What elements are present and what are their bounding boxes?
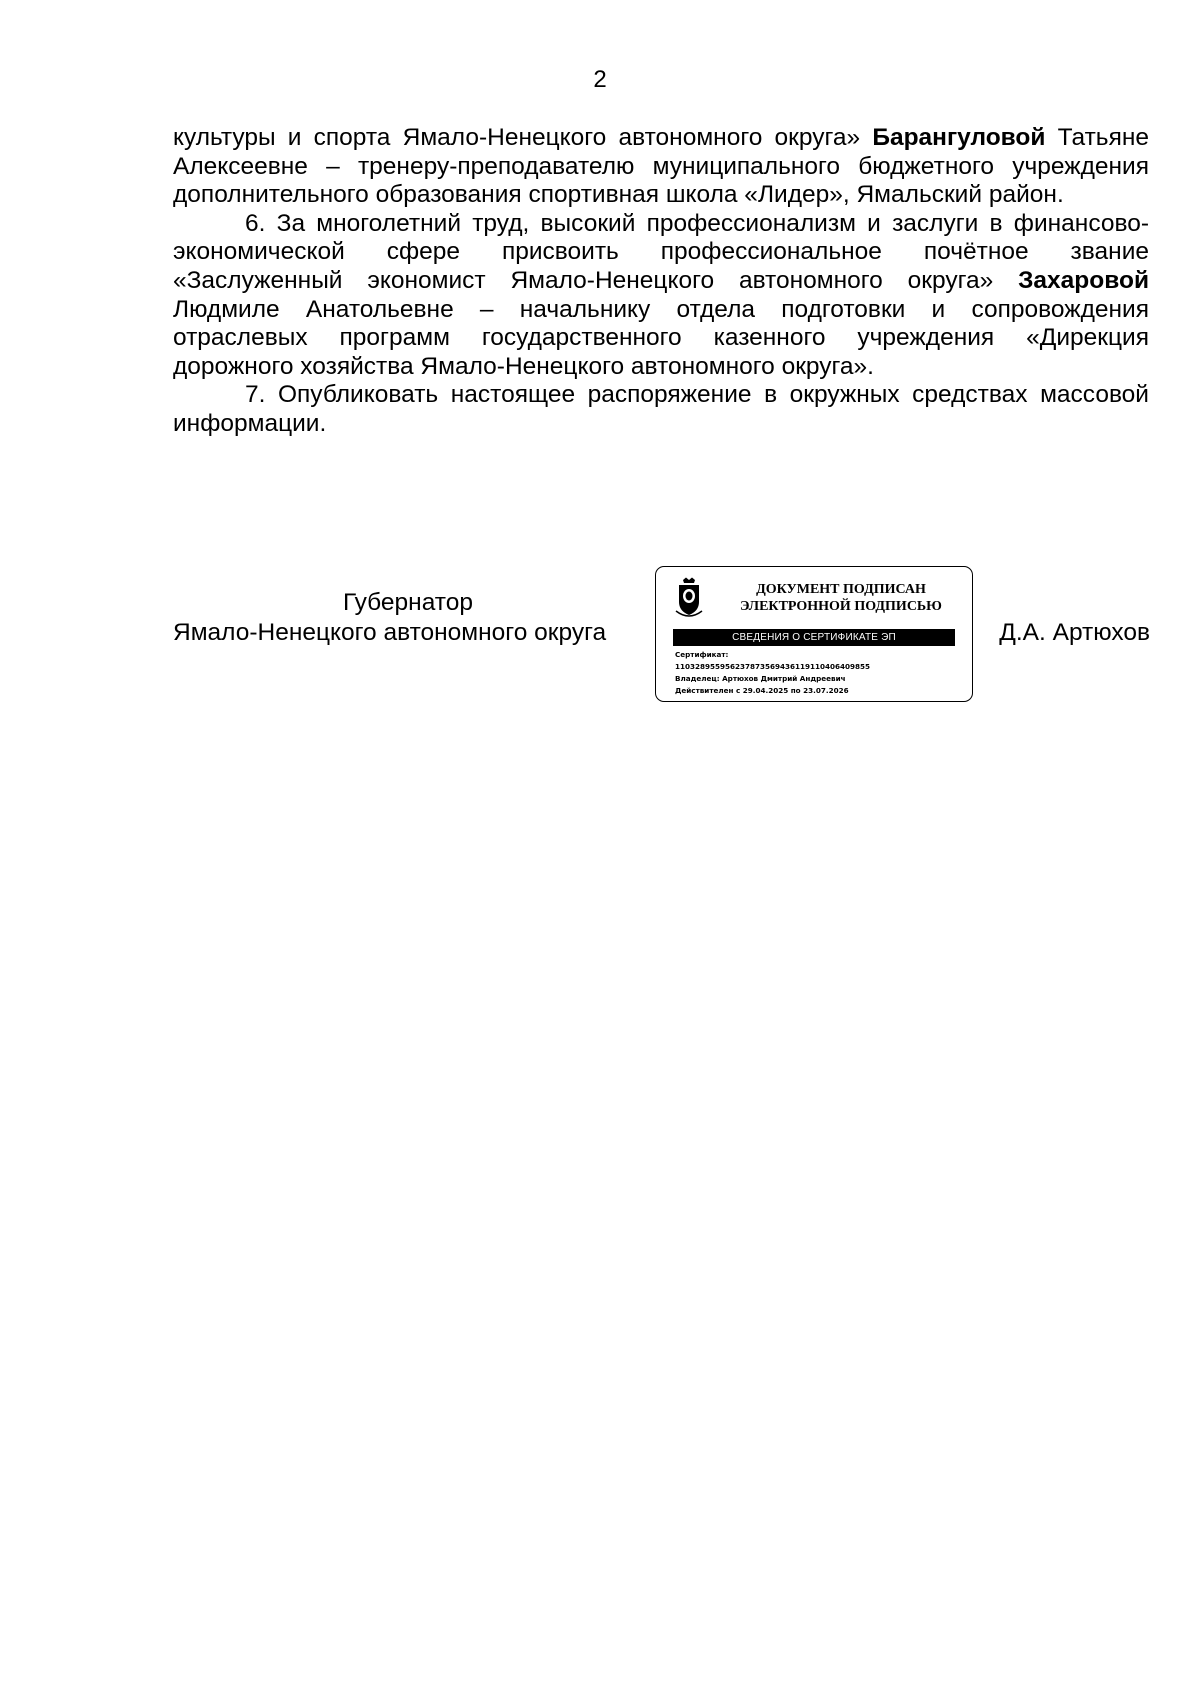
stamp-heading-line-2: ЭЛЕКТРОННОЙ ПОДПИСЬЮ <box>740 599 942 614</box>
certificate-label: Сертификат: <box>675 650 729 659</box>
document-body <box>173 124 1149 439</box>
electronic-signature-stamp <box>655 566 973 702</box>
stamp-heading <box>716 581 966 615</box>
signatory-name: Д.А. Артюхов <box>999 619 1150 646</box>
certificate-info-bar: СВЕДЕНИЯ О СЕРТИФИКАТЕ ЭП <box>673 629 955 646</box>
paragraph-6-text-end: Людмиле Анатольевне – начальнику отдела подготовки и сопровождения отраслевых программ государственного казенного учреждения «Дирекция дорожного хозяйства Ямало-Ненецкого автономного округа». <box>173 295 1149 380</box>
certificate-owner: Владелец: Артюхов Дмитрий Андреевич <box>675 674 846 683</box>
certificate-validity: Действителен с 29.04.2025 по 23.07.2026 <box>675 686 849 695</box>
signatory-position: Губернатор <box>343 589 473 616</box>
awardee-surname-zakharova: Захаровой <box>1018 266 1149 294</box>
signature-block <box>0 566 1200 726</box>
paragraph-6 <box>173 210 1149 382</box>
paragraph-5-continuation <box>173 124 1149 210</box>
coat-of-arms-icon <box>674 577 704 619</box>
certificate-details <box>675 649 965 697</box>
certificate-number: 11032895595623787356943611911040640985​5 <box>675 662 871 671</box>
signatory-region: Ямало-Ненецкого автономного округа <box>173 619 607 646</box>
paragraph-5-text-end: Татьяне Алексеевне – тренеру-преподавателю муниципального бюджетного учреждения дополнительного образования спортивная школа «Лидер», Ямальский район. <box>173 124 1149 209</box>
page-number: 2 <box>593 66 607 93</box>
stamp-heading-line-1: ДОКУМЕНТ ПОДПИСАН <box>756 582 926 597</box>
awardee-surname-barangulova: Барангуловой <box>872 124 1046 151</box>
paragraph-5-text-start: культуры и спорта Ямало-Ненецкого автономного округа» <box>173 124 873 151</box>
paragraph-7: 7. Опубликовать настоящее распоряжение в окружных средствах массовой информации. <box>173 381 1149 437</box>
paragraph-6-text-start: 6. За многолетний труд, высокий профессионализм и заслуги в финансово-экономической сфере присвоить профессиональное почётное звание «Заслуженный экономист Ямало-Ненецкого автономного округа» <box>173 209 1149 294</box>
signatory-title <box>173 588 643 648</box>
